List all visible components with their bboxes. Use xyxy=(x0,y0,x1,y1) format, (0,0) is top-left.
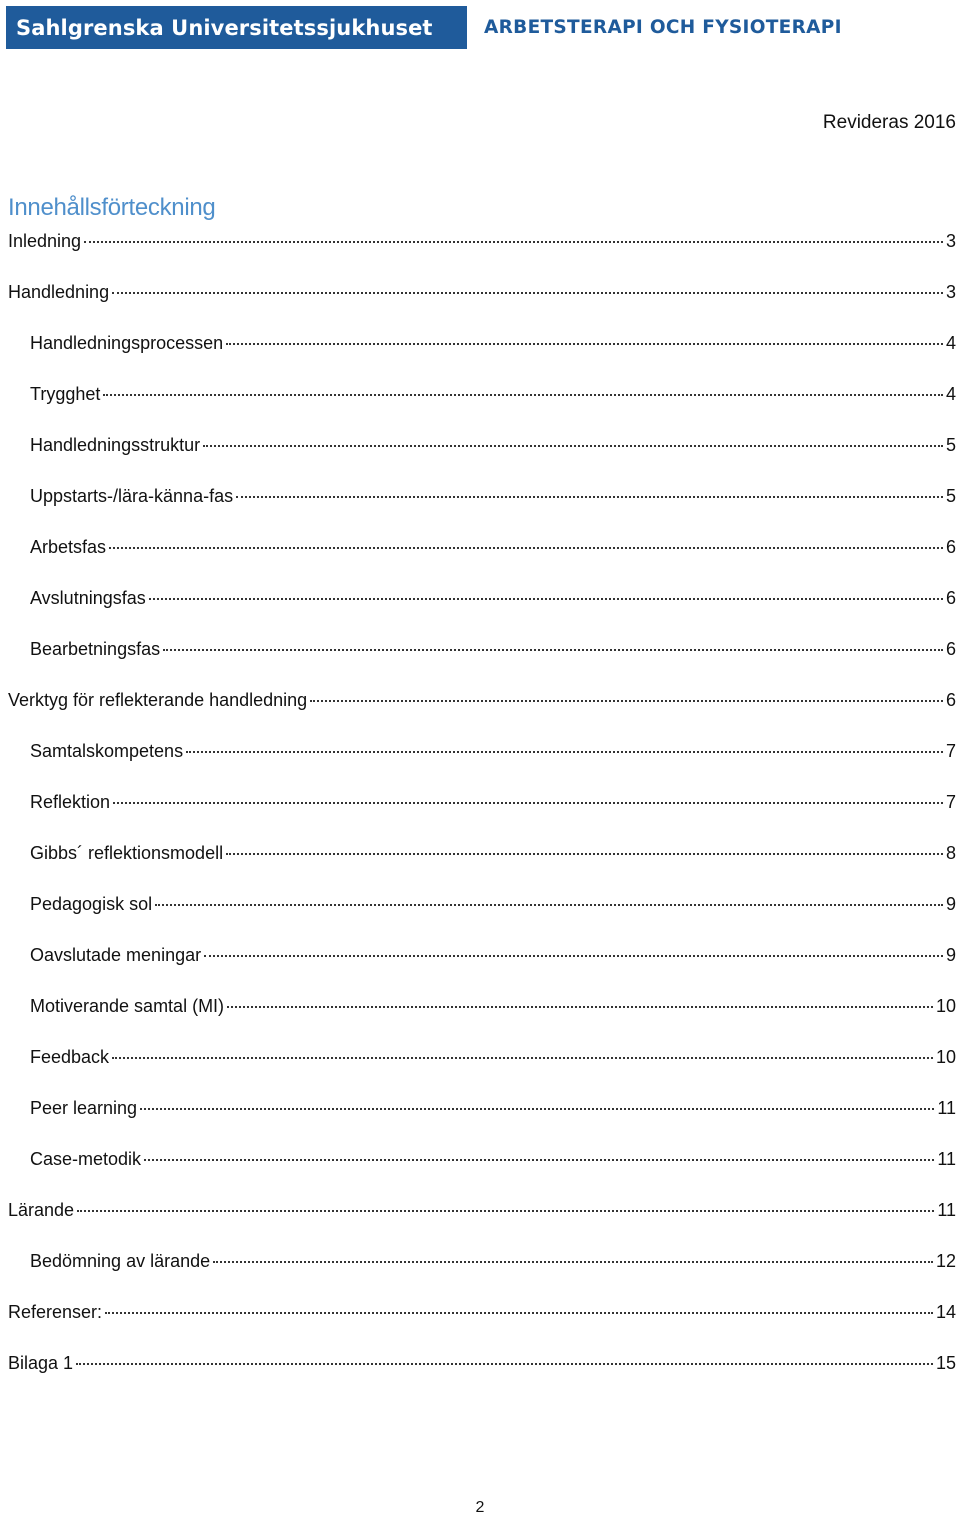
toc-entry-page: 11 xyxy=(937,1149,956,1169)
revision-note: Revideras 2016 xyxy=(822,112,956,133)
toc-dot-leader xyxy=(105,1312,933,1314)
toc-entry[interactable] xyxy=(8,690,956,741)
toc-entry-page: 6 xyxy=(945,690,956,710)
toc-entry-label: Gibbs´ reflektionsmodell xyxy=(30,843,224,863)
toc-entry[interactable] xyxy=(8,588,956,639)
toc-entry-page: 3 xyxy=(945,282,956,302)
toc-dot-leader xyxy=(84,241,943,243)
toc-entry-page: 4 xyxy=(945,333,956,353)
toc-entry-label: Samtalskompetens xyxy=(30,741,184,761)
toc-entry[interactable] xyxy=(8,435,956,486)
toc-entry[interactable] xyxy=(8,1302,956,1353)
toc-entry-label: Verktyg för reflekterande handledning xyxy=(8,690,308,710)
toc-entry[interactable] xyxy=(8,741,956,792)
toc-title: Innehållsförteckning xyxy=(8,194,216,221)
toc-entry-page: 10 xyxy=(935,996,956,1016)
toc-dot-leader xyxy=(163,649,943,651)
toc-dot-leader xyxy=(310,700,943,702)
toc-dot-leader xyxy=(203,445,943,447)
toc-entry-page: 6 xyxy=(945,588,956,608)
toc-dot-leader xyxy=(226,853,943,855)
toc-dot-leader xyxy=(76,1363,933,1365)
toc-entry-label: Arbetsfas xyxy=(30,537,107,557)
toc-entry-label: Handledningsprocessen xyxy=(30,333,224,353)
toc-entry-page: 7 xyxy=(945,792,956,812)
toc-entry-label: Handledning xyxy=(8,282,110,302)
toc-entry-page: 9 xyxy=(945,945,956,965)
toc-dot-leader xyxy=(149,598,943,600)
toc-dot-leader xyxy=(236,496,943,498)
toc-entry-page: 14 xyxy=(935,1302,956,1322)
toc-entry[interactable] xyxy=(8,486,956,537)
toc-entry-label: Inledning xyxy=(8,231,82,251)
toc-dot-leader xyxy=(204,955,943,957)
toc-entry[interactable] xyxy=(8,231,956,282)
toc-entry-label: Handledningsstruktur xyxy=(30,435,201,455)
toc-dot-leader xyxy=(227,1006,933,1008)
toc-dot-leader xyxy=(109,547,943,549)
toc-entry-page: 12 xyxy=(935,1251,956,1271)
toc-entry-label: Trygghet xyxy=(30,384,101,404)
toc-dot-leader xyxy=(186,751,943,753)
institution-banner xyxy=(6,6,467,49)
toc-entry[interactable] xyxy=(8,639,956,690)
toc-entry-page: 5 xyxy=(945,435,956,455)
toc-entry-page: 6 xyxy=(945,639,956,659)
toc-entry[interactable] xyxy=(8,282,956,333)
toc-entry[interactable] xyxy=(8,1098,956,1149)
toc-entry[interactable] xyxy=(8,996,956,1047)
toc-entry-label: Oavslutade meningar xyxy=(30,945,202,965)
toc-entry-label: Pedagogisk sol xyxy=(30,894,153,914)
toc-entry[interactable] xyxy=(8,1251,956,1302)
toc-entry[interactable] xyxy=(8,894,956,945)
toc-dot-leader xyxy=(140,1108,934,1110)
toc-entry-page: 3 xyxy=(945,231,956,251)
toc-entry-page: 7 xyxy=(945,741,956,761)
toc-dot-leader xyxy=(226,343,943,345)
toc-entry[interactable] xyxy=(8,537,956,588)
department-name: ARBETSTERAPI OCH FYSIOTERAPI xyxy=(484,17,842,38)
toc-entry[interactable] xyxy=(8,333,956,384)
toc-entry-label: Reflektion xyxy=(30,792,111,812)
page-number: 2 xyxy=(475,1499,485,1516)
toc-dot-leader xyxy=(144,1159,934,1161)
toc-entry-page: 9 xyxy=(945,894,956,914)
toc-entry-page: 10 xyxy=(935,1047,956,1067)
toc-entry-label: Lärande xyxy=(8,1200,75,1220)
toc-entry[interactable] xyxy=(8,1353,956,1404)
toc-entry-page: 5 xyxy=(945,486,956,506)
table-of-contents xyxy=(8,231,956,1404)
toc-entry-page: 6 xyxy=(945,537,956,557)
toc-entry-label: Uppstarts-/lära-känna-fas xyxy=(30,486,234,506)
toc-dot-leader xyxy=(213,1261,933,1263)
toc-entry-label: Avslutningsfas xyxy=(30,588,146,608)
toc-entry[interactable] xyxy=(8,792,956,843)
toc-entry[interactable] xyxy=(8,1200,956,1251)
toc-entry-page: 4 xyxy=(945,384,956,404)
toc-entry-page: 11 xyxy=(937,1200,956,1220)
toc-entry-label: Bilaga 1 xyxy=(8,1353,74,1373)
toc-dot-leader xyxy=(112,1057,933,1059)
toc-entry-label: Referenser: xyxy=(8,1302,103,1322)
toc-entry-page: 15 xyxy=(935,1353,956,1373)
toc-entry-page: 11 xyxy=(937,1098,956,1118)
toc-dot-leader xyxy=(103,394,943,396)
toc-entry[interactable] xyxy=(8,1149,956,1200)
toc-dot-leader xyxy=(77,1210,934,1212)
toc-entry[interactable] xyxy=(8,945,956,996)
toc-entry-page: 8 xyxy=(945,843,956,863)
toc-entry-label: Peer learning xyxy=(30,1098,138,1118)
toc-entry-label: Case-metodik xyxy=(30,1149,142,1169)
toc-entry-label: Bedömning av lärande xyxy=(30,1251,211,1271)
toc-entry-label: Motiverande samtal (MI) xyxy=(30,996,225,1016)
toc-dot-leader xyxy=(155,904,943,906)
toc-entry-label: Bearbetningsfas xyxy=(30,639,161,659)
toc-entry[interactable] xyxy=(8,843,956,894)
toc-entry[interactable] xyxy=(8,1047,956,1098)
toc-dot-leader xyxy=(113,802,943,804)
toc-entry[interactable] xyxy=(8,384,956,435)
toc-entry-label: Feedback xyxy=(30,1047,110,1067)
toc-dot-leader xyxy=(112,292,943,294)
institution-name: Sahlgrenska Universitetssjukhuset xyxy=(16,15,433,40)
